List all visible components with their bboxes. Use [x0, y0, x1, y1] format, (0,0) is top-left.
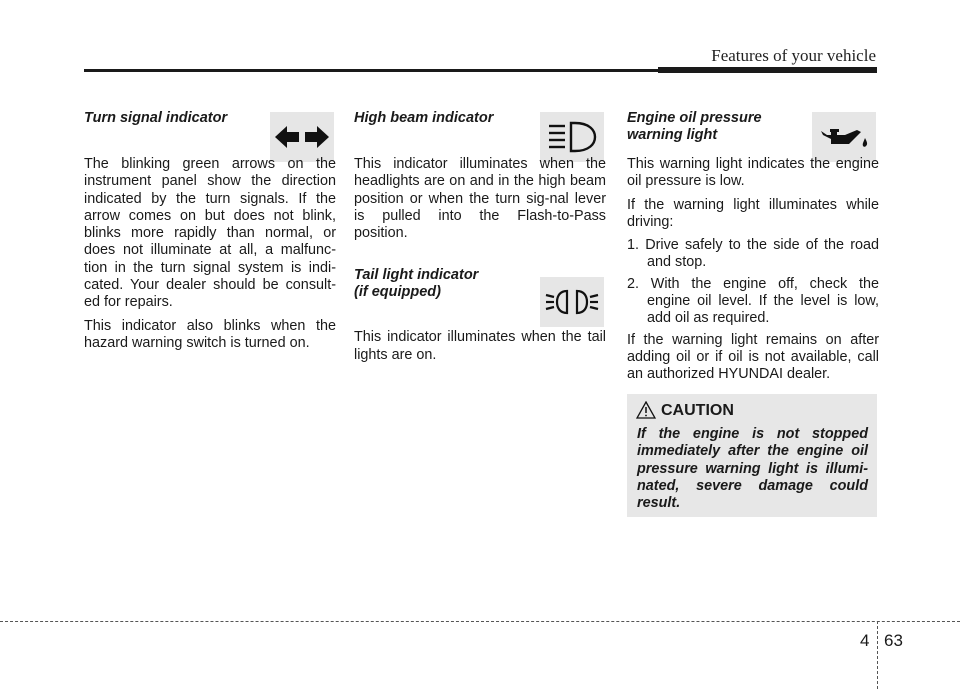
column-high-beam — [354, 110, 606, 370]
paragraph: If the warning light remains on after adding oil or if oil is not available, call an authorized HYUNDAI dealer. — [627, 331, 879, 383]
heading-oil-pressure — [627, 110, 879, 144]
warning-triangle-icon — [636, 401, 656, 419]
heading-tail-light — [354, 267, 606, 301]
footer-divider — [0, 621, 960, 622]
chapter-number: 4 — [860, 631, 870, 650]
heading-line: Tail light indicator — [354, 267, 479, 284]
heading-line: Engine oil pressure — [627, 110, 762, 126]
paragraph: This warning light indicates the engine oil pressure is low. — [627, 156, 879, 190]
caution-text: If the engine is not stopped immediately after the engine oil pressure warning light is illumi-nated, severe damage could result. — [637, 426, 868, 512]
column-turn-signal — [84, 110, 336, 358]
heading-line: warning light — [627, 127, 718, 143]
caution-title: CAUTION — [661, 402, 734, 419]
list-item: 1. Drive safely to the side of the road and stop. — [627, 237, 879, 271]
paragraph: This indicator also blinks when the hazard warning switch is turned on. — [84, 317, 336, 351]
heading-turn-signal: Turn signal indicator — [84, 110, 228, 126]
page-number: 63 — [884, 631, 903, 650]
heading-high-beam: High beam indicator — [354, 110, 494, 126]
list-item: 2. With the engine off, check the engine oil level. If the level is low, add oil as required. — [627, 275, 879, 327]
header-rule-accent — [658, 67, 877, 73]
caution-box — [627, 394, 877, 517]
paragraph: The blinking green arrows on the instrument panel show the direction indicated by the turn signals. If the arrow comes on but does not blink, blinks more rapidly than normal, or does not illuminate at all, a malfunc-tion in the turn signal system is indi-cated. Your dealer should be consult-ed for repairs. — [84, 156, 336, 311]
heading-line: (if equipped) — [354, 284, 441, 301]
paragraph: If the warning light illuminates while driving: — [627, 196, 879, 230]
paragraph: This indicator illuminates when the headlights are on and in the high beam position or when the turn sig-nal lever is pulled into the Flash-to-Pass position. — [354, 156, 606, 242]
header-title: Features of your vehicle — [711, 46, 876, 65]
footer-vertical-divider — [877, 621, 878, 689]
paragraph: This indicator illuminates when the tail lights are on. — [354, 329, 606, 363]
column-oil-pressure — [627, 110, 879, 390]
